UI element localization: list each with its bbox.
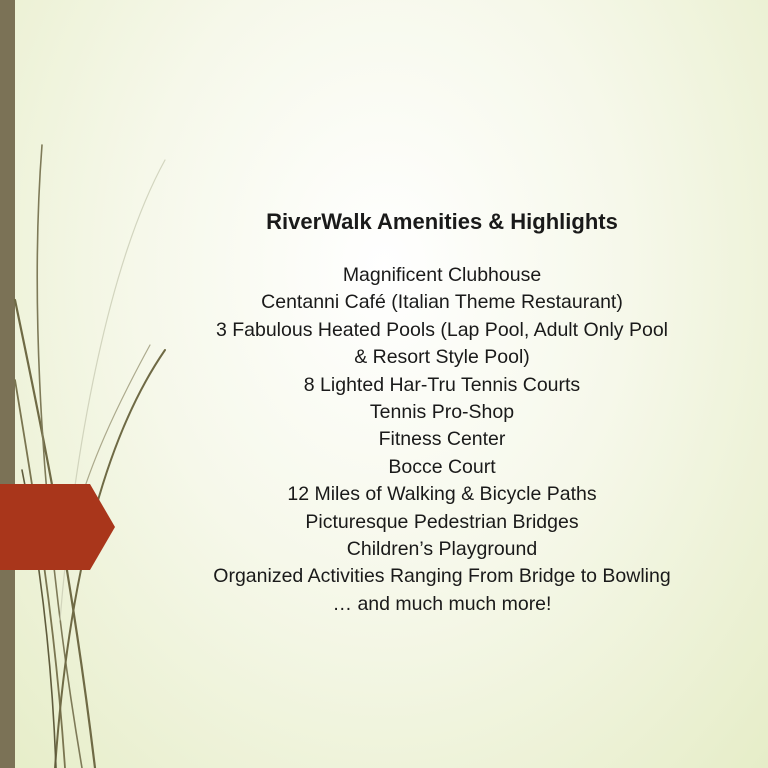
slide-content bbox=[150, 207, 734, 618]
list-item: Magnificent Clubhouse bbox=[342, 264, 542, 286]
list-item: Children’s Playground bbox=[346, 538, 538, 561]
list-item: Centanni Café (Italian Theme Restaurant) bbox=[261, 291, 623, 314]
list-item: Organized Activities Ranging From Bridge to Bowling bbox=[213, 565, 671, 588]
list-item: 12 Miles of Walking & Bicycle Paths bbox=[287, 483, 597, 506]
list-item: … and much much more! bbox=[332, 592, 552, 615]
amenities-list bbox=[150, 262, 734, 618]
list-item: Bocce Court bbox=[388, 455, 496, 478]
slide-title: RiverWalk Amenities & Highlights bbox=[266, 209, 618, 234]
arrow-tab-shape bbox=[0, 484, 115, 570]
list-item: Fitness Center bbox=[378, 428, 506, 451]
list-item: Picturesque Pedestrian Bridges bbox=[305, 510, 579, 533]
list-item: 8 Lighted Har-Tru Tennis Courts bbox=[303, 373, 581, 396]
list-item: 3 Fabulous Heated Pools (Lap Pool, Adult Only Pool bbox=[215, 318, 669, 341]
list-item: & Resort Style Pool) bbox=[354, 346, 530, 369]
list-item: Tennis Pro-Shop bbox=[369, 401, 515, 424]
